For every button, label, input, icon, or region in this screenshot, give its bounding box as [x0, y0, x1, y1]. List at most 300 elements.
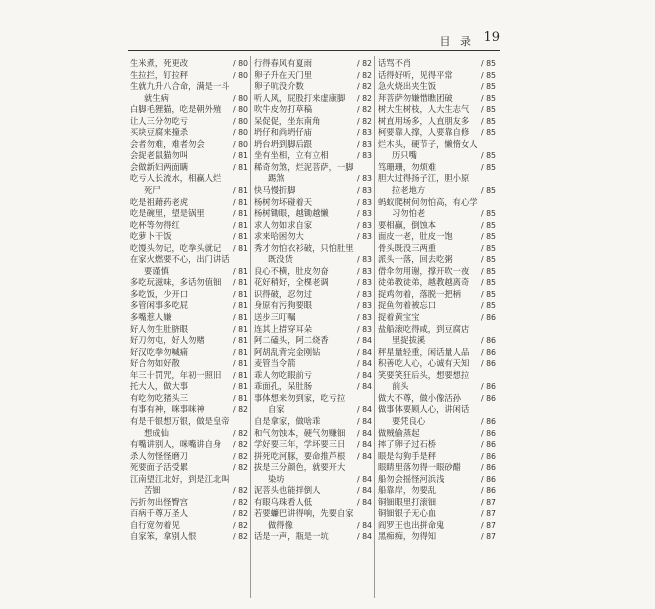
toc-entry-page: / 86: [480, 474, 496, 484]
toc-entry-text: 话得好听，见得平常 / 85: [378, 69, 496, 80]
toc-entry: [254, 116, 372, 128]
toc-entry-text: 杨树锄眼，越锄越懒 / 83: [254, 208, 372, 219]
toc-entry-text: 有眼乌珠看人低 / 84: [254, 496, 372, 507]
toc-entry-page: / 82: [356, 82, 372, 92]
toc-entry-page: / 84: [356, 486, 372, 496]
toc-entry-page: / 84: [356, 440, 372, 450]
toc-entry: [378, 197, 496, 220]
toc-entry-text: 徒弟教徒弟，越教越离奇 / 85: [378, 277, 496, 288]
toc-entry: [254, 324, 372, 336]
toc-entry-page: / 83: [356, 324, 372, 334]
toc-entry-text: 卵子升在天门里 / 82: [254, 69, 372, 80]
toc-entry: [254, 277, 372, 289]
toc-entry-page: / 83: [356, 232, 372, 242]
toc-entry-text: 历只嘴 / 85: [392, 150, 496, 161]
toc-entry: [130, 150, 248, 162]
toc-entry-page: / 85: [480, 162, 496, 172]
toc-entry-text: 年三十罚咒，年初一照旧 / 81: [130, 369, 248, 380]
toc-entry-page: / 87: [480, 497, 496, 507]
toc-entry-text: 做得像 / 84: [268, 519, 372, 530]
toc-entry-text: 骨头既没三两重 / 85: [378, 242, 496, 253]
column-divider: [250, 56, 251, 598]
toc-entry: [130, 324, 248, 336]
toc-entry-text: 坍台坍到脚后跟 / 83: [254, 138, 372, 149]
toc-entry-text: 船靠岸，勿要乱 / 86: [378, 485, 496, 496]
toc-entry-text: 生就九升八合命，满是一斗: [130, 81, 230, 92]
toc-entry-page: / 83: [356, 266, 372, 276]
toc-entry: [130, 197, 248, 209]
toc-entry: [254, 485, 372, 497]
toc-entry: [130, 416, 248, 439]
toc-entry: [130, 208, 248, 220]
toc-entry-text: 笃珊珊，勿烦难 / 85: [378, 161, 496, 172]
toc-entry-page: / 81: [232, 359, 248, 369]
toc-entry-page: / 84: [356, 474, 372, 484]
toc-entry: [254, 416, 372, 428]
toc-entry-page: / 84: [356, 405, 372, 415]
toc-entry: [378, 81, 496, 93]
toc-entry-text: 习勿怕老 / 85: [392, 208, 496, 219]
toc-entry-page: / 86: [480, 359, 496, 369]
toc-entry-page: / 81: [232, 393, 248, 403]
toc-entry-text: 麦管当令箭 / 84: [254, 358, 372, 369]
toc-entry-page: / 85: [480, 82, 496, 92]
toc-entry-text: 既没货 / 83: [268, 254, 372, 265]
toc-entry: [130, 139, 248, 151]
toc-entry-text: 吃是碗里，望是锅里 / 81: [130, 208, 248, 219]
toc-entry: [378, 428, 496, 440]
toc-entry-text: 有吃勿吃猪头三 / 81: [130, 392, 248, 403]
toc-entry-text: 拉老地方 / 85: [392, 185, 496, 196]
toc-entry: [130, 404, 248, 416]
header-title: 目 录: [439, 35, 474, 48]
toc-entry-page: / 85: [480, 220, 496, 230]
toc-entry-text: 吃亏人长流水，相赢人烂: [130, 173, 222, 184]
toc-entry: [378, 70, 496, 82]
toc-entry-page: / 84: [356, 336, 372, 346]
toc-entry-page: / 85: [480, 243, 496, 253]
toc-entry-page: / 85: [480, 105, 496, 115]
toc-entry-page: / 81: [232, 243, 248, 253]
toc-entry-page: / 84: [356, 520, 372, 530]
toc-entry-page: / 85: [480, 128, 496, 138]
toc-entry-text: 好刀勿屯，好人勿赌 / 81: [130, 335, 248, 346]
toc-entry-text: 死尸 / 81: [144, 185, 248, 196]
toc-entry-page: / 82: [356, 93, 372, 103]
toc-entry-text: 会者勿难，难者勿会 / 80: [130, 138, 248, 149]
toc-entry-page: / 82: [356, 105, 372, 115]
toc-entry: [378, 520, 496, 532]
toc-entry-text: 话骂不肖 / 85: [378, 58, 496, 68]
toc-entry-text: 好人勿生肚脐眼 / 81: [130, 323, 248, 334]
toc-entry-text: 百病千尊万圣人 / 82: [130, 508, 248, 519]
toc-entry-text: 拼死吃河豚，要命推芦根 / 84: [254, 450, 372, 461]
toc-entry: [378, 439, 496, 451]
toc-entry: [378, 220, 496, 232]
toc-entry-page: / 85: [480, 232, 496, 242]
toc-entry: [378, 139, 496, 162]
toc-entry: [254, 393, 372, 416]
toc-entry: [130, 127, 248, 139]
toc-entry-page: / 82: [232, 463, 248, 473]
toc-entry-page: / 84: [356, 347, 372, 357]
toc-entry-text: 派头一落，回去吃粥 / 85: [378, 254, 496, 265]
toc-entry-page: / 83: [356, 289, 372, 299]
toc-entry-page: / 85: [480, 116, 496, 126]
toc-entry-page: / 86: [480, 416, 496, 426]
toc-entry-page: / 85: [480, 151, 496, 161]
toc-entry-text: 身原有污狗要眼 / 83: [254, 300, 372, 311]
toc-entry: [378, 497, 496, 509]
toc-entry: [254, 243, 372, 266]
toc-entry-page: / 82: [232, 486, 248, 496]
toc-entry-text: 树直用场多，人直朋友多 / 85: [378, 115, 496, 126]
toc-entry-text: 船勿会摇怪河浜浅 / 86: [378, 473, 496, 484]
toc-entry: [130, 312, 248, 324]
toc-entry: [378, 289, 496, 301]
toc-entry: [378, 347, 496, 359]
toc-entry-text: 话是一声，瓶是一坑 / 84: [254, 531, 372, 542]
toc-column-3: [378, 58, 496, 598]
toc-entry-page: / 82: [232, 532, 248, 542]
toc-entry-text: 会捉老鼠猫勿叫 / 81: [130, 150, 248, 161]
toc-entry-text: 买块豆腐来撞杀 / 80: [130, 127, 248, 138]
toc-entry: [378, 173, 496, 196]
toc-entry-page: / 81: [232, 278, 248, 288]
toc-entry-text: 面皮一老，肚皮一饱 / 85: [378, 231, 496, 242]
toc-column-2: [254, 58, 372, 598]
toc-entry-text: 自家 / 84: [268, 404, 372, 415]
toc-entry: [378, 324, 496, 347]
toc-entry-text: 就生病 / 80: [144, 92, 248, 103]
toc-entry-text: 有是千银想万银，做是皇帝: [130, 415, 230, 426]
toc-entry-text: 江南望江北好，到是江北叫: [130, 473, 230, 484]
toc-entry-text: 树大生树枝，人大生志气 / 85: [378, 104, 496, 115]
toc-entry-text: 阎罗王也出拼命鬼 / 87: [378, 519, 496, 530]
toc-entry: [254, 335, 372, 347]
toc-column-1: [130, 58, 248, 598]
toc-entry-page: / 87: [480, 509, 496, 519]
toc-entry: [254, 451, 372, 463]
toc-entry: [130, 462, 248, 474]
toc-entry-page: / 85: [480, 255, 496, 265]
toc-entry-page: / 80: [232, 70, 248, 80]
toc-entry: [130, 220, 248, 232]
toc-entry-text: 多嘴惹人嫌 / 81: [130, 312, 248, 323]
toc-entry-text: 苦钿 / 82: [144, 485, 248, 496]
toc-entry-page: / 81: [232, 232, 248, 242]
toc-entry-text: 染坊 / 84: [268, 473, 372, 484]
toc-entry-text: 托大人，做大事 / 81: [130, 381, 248, 392]
toc-entry: [254, 58, 372, 70]
toc-entry: [254, 370, 372, 382]
toc-entry: [378, 254, 496, 266]
toc-entry-text: 学好要三年，学坏要三日 / 84: [254, 439, 372, 450]
toc-entry-page: / 86: [480, 382, 496, 392]
toc-entry-page: / 85: [480, 266, 496, 276]
toc-entry: [378, 58, 496, 70]
toc-entry: [254, 81, 372, 93]
toc-entry-text: 拜菩萨勿嫌惜瞧团破 / 85: [378, 92, 496, 103]
toc-entry-page: / 82: [232, 440, 248, 450]
toc-entry: [378, 462, 496, 474]
toc-entry: [254, 497, 372, 509]
toc-entry-text: 良心不横，肚皮勿奋 / 83: [254, 265, 372, 276]
toc-entry: [378, 127, 496, 139]
toc-entry-text: 坐有坐相，立有立相 / 83: [254, 150, 372, 161]
toc-entry: [254, 93, 372, 105]
toc-entry-page: / 84: [356, 416, 372, 426]
toc-entry-text: 秀才勿怕衣衫破，只怕肚里: [254, 242, 354, 253]
toc-entry-page: / 81: [232, 382, 248, 392]
toc-entry: [254, 439, 372, 451]
toc-entry: [378, 312, 496, 324]
toc-entry-text: 要凭良心 / 86: [392, 415, 496, 426]
toc-entry-text: 有事有神，咪事咪神 / 82: [130, 404, 248, 415]
toc-entry: [130, 58, 248, 70]
toc-entry-text: 多管闲事多吃屁 / 81: [130, 300, 248, 311]
toc-entry-text: 让人三分勿吃亏 / 80: [130, 115, 248, 126]
toc-entry: [130, 451, 248, 463]
toc-entry-text: 识得破，忍勿过 / 83: [254, 288, 372, 299]
toc-entry: [130, 474, 248, 497]
toc-entry-page: / 81: [232, 197, 248, 207]
toc-entry-text: 听人风，屁股打来虚康脚 / 82: [254, 92, 372, 103]
toc-entry: [254, 162, 372, 185]
toc-entry: [254, 266, 372, 278]
toc-entry: [378, 393, 496, 405]
toc-entry-text: 吃是祖藉药老虎 / 81: [130, 196, 248, 207]
toc-entry: [130, 520, 248, 532]
toc-entry-page: / 81: [232, 301, 248, 311]
toc-entry-text: 自家笨，拿别人恨 / 82: [130, 531, 248, 542]
toc-entry: [254, 197, 372, 209]
toc-entry-page: / 83: [356, 128, 372, 138]
toc-entry-page: / 81: [232, 313, 248, 323]
toc-entry: [130, 358, 248, 370]
toc-entry-page: / 82: [232, 428, 248, 438]
toc-entry-text: 在家火燃要不心，出门讲话: [130, 254, 230, 265]
toc-entry-page: / 82: [232, 520, 248, 530]
toc-entry-text: 急火烧出夹生饭 / 85: [378, 81, 496, 92]
toc-entry-page: / 84: [356, 370, 372, 380]
toc-entry: [130, 300, 248, 312]
toc-entry-text: 好汉吃拳勿喊痛 / 81: [130, 346, 248, 357]
toc-entry-text: 盐船滚吃得咸，到豆腐店: [378, 323, 470, 334]
toc-entry-page: / 82: [232, 509, 248, 519]
toc-entry-page: / 85: [480, 93, 496, 103]
toc-entry-text: 烂木头，硬节子，懒惰女人: [378, 138, 478, 149]
toc-entry: [378, 451, 496, 463]
toc-entry: [254, 312, 372, 324]
toc-entry-text: 捉鸡勿着，落脱一把柄 / 85: [378, 288, 496, 299]
toc-entry-page: / 85: [480, 301, 496, 311]
toc-entry-text: 好合勿如好散 / 81: [130, 358, 248, 369]
toc-entry-text: 事体想来勿到家，吃亏拉: [254, 392, 346, 403]
toc-entry: [130, 70, 248, 82]
toc-entry: [130, 289, 248, 301]
toc-entry-text: 求人勿如求自家 / 83: [254, 219, 372, 230]
toc-entry-text: 笑要笑狂后头，想要想拉: [378, 369, 470, 380]
toc-entry-page: / 84: [356, 382, 372, 392]
toc-entry: [378, 358, 496, 370]
toc-entry-text: 若要蠊巴讲得响，先要自家: [254, 508, 354, 519]
toc-entry: [254, 70, 372, 82]
toc-entry: [130, 347, 248, 359]
toc-entry: [130, 162, 248, 174]
toc-entry: [130, 116, 248, 128]
toc-entry: [254, 531, 372, 543]
toc-entry: [130, 497, 248, 509]
toc-entry: [378, 300, 496, 312]
toc-entry-page: / 81: [232, 162, 248, 172]
toc-entry: [130, 335, 248, 347]
toc-entry: [130, 254, 248, 277]
toc-entry: [254, 347, 372, 359]
toc-entry-text: 做事体要顾人心，讲闲话: [378, 404, 470, 415]
toc-entry-text: 前头 / 86: [392, 381, 496, 392]
toc-entry-page: / 83: [356, 301, 372, 311]
toc-entry-text: 眼睛里落勿得一眼砂醋 / 86: [378, 462, 496, 473]
toc-entry-page: / 83: [356, 139, 372, 149]
toc-entry-text: 铜钿银子无心血 / 87: [378, 508, 496, 519]
toc-entry-text: 多吃饭，少开口 / 81: [130, 288, 248, 299]
toc-entry: [130, 370, 248, 382]
toc-entry-page: / 82: [232, 497, 248, 507]
toc-entry-text: 快马慢折脚 / 83: [254, 185, 372, 196]
toc-entry-page: / 80: [232, 105, 248, 115]
toc-entry-text: 连其上措穿耳朵 / 83: [254, 323, 372, 334]
toc-entry: [130, 173, 248, 196]
toc-entry-text: 阿二磕头，阿二烧香 / 84: [254, 335, 372, 346]
toc-entry: [378, 474, 496, 486]
toc-entry: [254, 127, 372, 139]
toc-entry-text: 呆促促，坐东南角 / 82: [254, 115, 372, 126]
toc-entry-text: 做大不尊，做小像活孙 / 86: [378, 392, 496, 403]
toc-entry-text: 生拉拦，钉拉秤 / 80: [130, 69, 248, 80]
toc-entry-page: / 86: [480, 440, 496, 450]
toc-entry-page: / 82: [232, 451, 248, 461]
toc-entry-page: / 85: [480, 278, 496, 288]
toc-entry-text: 要相赢，倒蚀本 / 85: [378, 219, 496, 230]
toc-entry-text: 眼是勾狗手是秤 / 86: [378, 450, 496, 461]
toc-entry: [378, 243, 496, 255]
toc-entry: [254, 104, 372, 116]
toc-entry: [254, 508, 372, 531]
toc-entry: [254, 139, 372, 151]
toc-entry: [378, 485, 496, 497]
toc-entry-text: 吃萝卜干饭 / 81: [130, 231, 248, 242]
toc-entry-text: 多吃玩滋味，多话勿值钿 / 81: [130, 277, 248, 288]
toc-entry-page: / 86: [480, 486, 496, 496]
toc-entry-page: / 83: [356, 313, 372, 323]
toc-entry: [378, 404, 496, 427]
toc-entry: [254, 289, 372, 301]
toc-entry-text: 白脚毛狸猫，吃是朝外殖 / 80: [130, 104, 248, 115]
toc-entry-page: / 86: [480, 336, 496, 346]
toc-entry-text: 铜钿眼里打滚钿 / 87: [378, 496, 496, 507]
toc-entry-page: / 86: [480, 428, 496, 438]
toc-entry: [130, 243, 248, 255]
toc-entry-page: / 83: [356, 197, 372, 207]
toc-entry-text: 里捉拔溪 / 86: [392, 335, 496, 346]
toc-entry-page: / 81: [232, 209, 248, 219]
toc-entry-page: / 86: [480, 393, 496, 403]
toc-entry-page: / 81: [232, 370, 248, 380]
toc-entry-page: / 81: [232, 266, 248, 276]
toc-entry: [130, 439, 248, 451]
toc-entry-page: / 84: [356, 497, 372, 507]
toc-entry-text: 捉鱼勿着被忘口 / 85: [378, 300, 496, 311]
toc-entry-page: / 83: [356, 174, 372, 184]
toc-entry-page: / 82: [232, 405, 248, 415]
toc-entry: [254, 381, 372, 393]
toc-entry-text: 捉着黄宝宝 / 86: [378, 312, 496, 323]
page-number: 19: [483, 30, 500, 45]
toc-entry-page: / 86: [480, 313, 496, 323]
toc-entry-page: / 85: [480, 186, 496, 196]
toc-entry-text: 阿胡乱背完金刚钻 / 84: [254, 346, 372, 357]
toc-entry: [254, 358, 372, 370]
toc-entry-page: / 82: [356, 70, 372, 80]
toc-entry-page: / 80: [232, 59, 248, 68]
toc-entry-text: 胆大过得扬子江，胆小原: [378, 173, 470, 184]
toc-entry-text: 坍仔和尚坍仔庙 / 83: [254, 127, 372, 138]
toc-entry-text: 想成仙 / 82: [144, 427, 248, 438]
toc-entry-text: 稀奇勿煞，烂泥菩萨，一脚: [254, 161, 354, 172]
toc-entry-text: 借伞勿用谢，撑开吹一夜 / 85: [378, 265, 496, 276]
toc-entry: [378, 93, 496, 105]
toc-entry-page: / 87: [480, 520, 496, 530]
toc-entry-text: 行得春风有夏雨 / 82: [254, 58, 372, 68]
toc-entry-page: / 81: [232, 220, 248, 230]
toc-entry-page: / 81: [232, 336, 248, 346]
toc-entry-page: / 83: [356, 255, 372, 265]
column-divider: [374, 56, 375, 598]
toc-entry-page: / 86: [480, 451, 496, 461]
toc-entry-page: / 83: [356, 151, 372, 161]
toc-entry-page: / 81: [232, 151, 248, 161]
toc-entry-text: 柯要靠人撑，人要靠自修 / 85: [378, 127, 496, 138]
toc-entry-page: / 81: [232, 347, 248, 357]
toc-entry-text: 吃杯等勿得红 / 81: [130, 219, 248, 230]
toc-entry: [254, 231, 372, 243]
toc-entry-text: 有嘴讲别人，咪嘴讲自身 / 82: [130, 439, 248, 450]
toc-entry: [378, 531, 496, 543]
header-rule: [128, 50, 500, 51]
toc-entry-text: 生米煮，死更改 / 80: [130, 58, 248, 68]
toc-entry-page: / 80: [232, 93, 248, 103]
toc-entry: [378, 508, 496, 520]
toc-entry-page: / 85: [480, 59, 496, 68]
toc-entry-text: 和气勿蚀本，硬气勿赚钿 / 84: [254, 427, 372, 438]
toc-entry-page: / 85: [480, 209, 496, 219]
toc-entry: [378, 162, 496, 174]
toc-entry-page: / 80: [232, 116, 248, 126]
toc-entry-page: / 83: [356, 278, 372, 288]
toc-entry-text: 蚂蚁爬树何勿怕高，有心学: [378, 196, 478, 207]
toc-entry: [130, 531, 248, 543]
toc-entry: [130, 104, 248, 116]
toc-entry: [130, 393, 248, 405]
toc-entry: [130, 508, 248, 520]
toc-entry-page: / 80: [232, 128, 248, 138]
toc-entry: [130, 277, 248, 289]
toc-entry-text: 乖面孔，呆肚肠 / 84: [254, 381, 372, 392]
toc-entry-text: 踢煞 / 83: [268, 173, 372, 184]
toc-entry-text: 吹牛皮勿打草稿 / 82: [254, 104, 372, 115]
toc-entry-text: 杨树勿坏碰着天 / 83: [254, 196, 372, 207]
